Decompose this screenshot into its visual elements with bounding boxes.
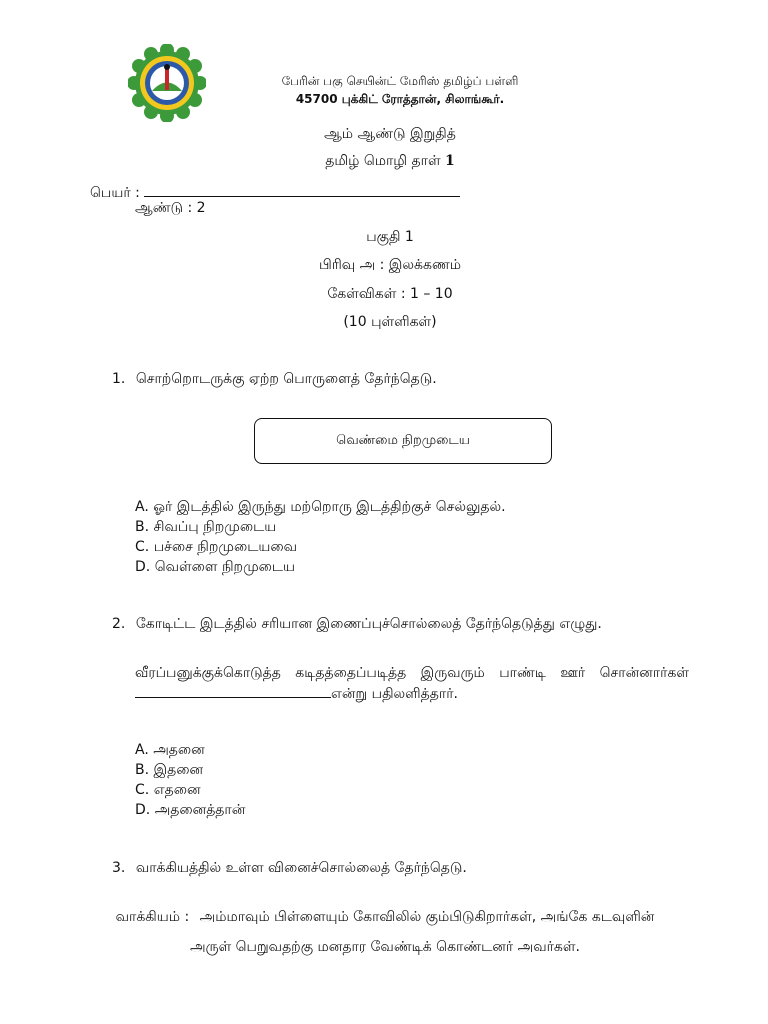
option-text: பச்சை நிறமுடையவை	[153, 539, 298, 555]
question-number: 3.	[112, 860, 126, 876]
option-text: வெள்ளை நிறமுடைய	[154, 559, 296, 575]
option-text: எதனை	[153, 782, 201, 798]
question-2	[112, 616, 602, 634]
school-address	[200, 92, 600, 108]
section-part: பகுதி 1	[366, 229, 414, 245]
para-end: என்று பதிலளித்தார்.	[331, 686, 458, 702]
q2-options	[135, 740, 245, 820]
option-text: சிவப்பு நிறமுடைய	[153, 519, 277, 535]
option-letter: C.	[135, 539, 150, 555]
quote-label: வாக்கியம் :	[115, 909, 190, 925]
question-1	[112, 371, 437, 389]
postcode: 45700	[295, 92, 338, 106]
answer-blank[interactable]	[135, 683, 331, 698]
option-letter: A.	[135, 742, 149, 758]
option-letter: B.	[135, 519, 150, 535]
paper-title-number: 1	[445, 153, 455, 169]
option-a[interactable]	[135, 497, 506, 517]
name-label: பெயர் :	[90, 185, 140, 201]
para-word: இருவரும்	[420, 665, 485, 681]
grade-label: ஆண்டு : 2	[135, 200, 206, 216]
option-b[interactable]	[135, 517, 506, 537]
section-marks: (10 புள்ளிகள்)	[343, 314, 437, 330]
question-number: 1.	[112, 371, 126, 387]
quote-line-1	[90, 909, 680, 927]
q1-options	[135, 497, 506, 577]
paper-title-text: தமிழ் மொழி தாள்	[325, 153, 441, 169]
phrase-box	[254, 418, 552, 464]
option-a[interactable]	[135, 740, 245, 760]
q2-paragraph	[135, 663, 689, 704]
option-letter: D.	[135, 559, 151, 575]
question-text: வாக்கியத்தில் உள்ள வினைச்சொல்லைத் தேர்ந்தெடு.	[135, 860, 467, 876]
para-word: பாண்டி	[499, 665, 546, 681]
question-3	[112, 860, 467, 878]
question-number: 2.	[112, 616, 126, 632]
school-name: பேரின் பகு செயின்ட் மேரிஸ் தமிழ்ப் பள்ளி	[281, 74, 519, 88]
option-c[interactable]	[135, 537, 506, 557]
section-questions: கேள்விகள் : 1 – 10	[327, 286, 453, 302]
school-logo	[128, 44, 206, 122]
para-word: கடிதத்தைப்படித்த	[295, 665, 407, 681]
para-word: சொன்னார்கள்	[599, 665, 689, 681]
question-text: கோடிட்ட இடத்தில் சரியான இணைப்புச்சொல்லைத் தேர்ந்தெடுத்து எழுது.	[135, 616, 602, 632]
option-letter: D.	[135, 802, 151, 818]
option-text: அதனை	[153, 742, 205, 758]
para-word: ஊர்	[560, 665, 586, 681]
option-c[interactable]	[135, 780, 245, 800]
paper-title	[190, 153, 590, 171]
option-letter: B.	[135, 762, 150, 778]
option-text: இதனை	[153, 762, 204, 778]
question-text: சொற்றொடருக்கு ஏற்ற பொருளைத் தேர்ந்தெடு.	[135, 371, 437, 387]
quote-line-2: அருள் பெறுவதற்கு மனதார வேண்டிக் கொண்டனர் அவர்கள்.	[190, 939, 580, 955]
name-blank[interactable]	[144, 182, 460, 197]
phrase-text: வெண்மை நிறமுடைய	[336, 433, 470, 448]
para-word: வீரப்பனுக்குக்கொடுத்த	[135, 665, 281, 681]
option-text: ஓர் இடத்தில் இருந்து மற்றொரு இடத்திற்குச் செல்லுதல்.	[153, 499, 506, 515]
option-letter: A.	[135, 499, 149, 515]
paragraph-line-1	[135, 663, 689, 683]
option-d[interactable]	[135, 800, 245, 820]
quote-text-1: அம்மாவும் பிள்ளையும் கோவிலில் கும்பிடுகிறார்கள், அங்கே கடவுளின்	[199, 909, 655, 925]
paragraph-line-2	[135, 683, 689, 704]
address-rest: புக்கிட் ரோத்தான், சிலாங்கூர்.	[341, 92, 505, 106]
section-subject: பிரிவு அ : இலக்கணம்	[318, 257, 462, 273]
option-text: அதனைத்தான்	[154, 802, 246, 818]
exam-title: ஆம் ஆண்டு இறுதித்	[324, 126, 456, 142]
option-letter: C.	[135, 782, 150, 798]
option-d[interactable]	[135, 557, 506, 577]
option-b[interactable]	[135, 760, 245, 780]
